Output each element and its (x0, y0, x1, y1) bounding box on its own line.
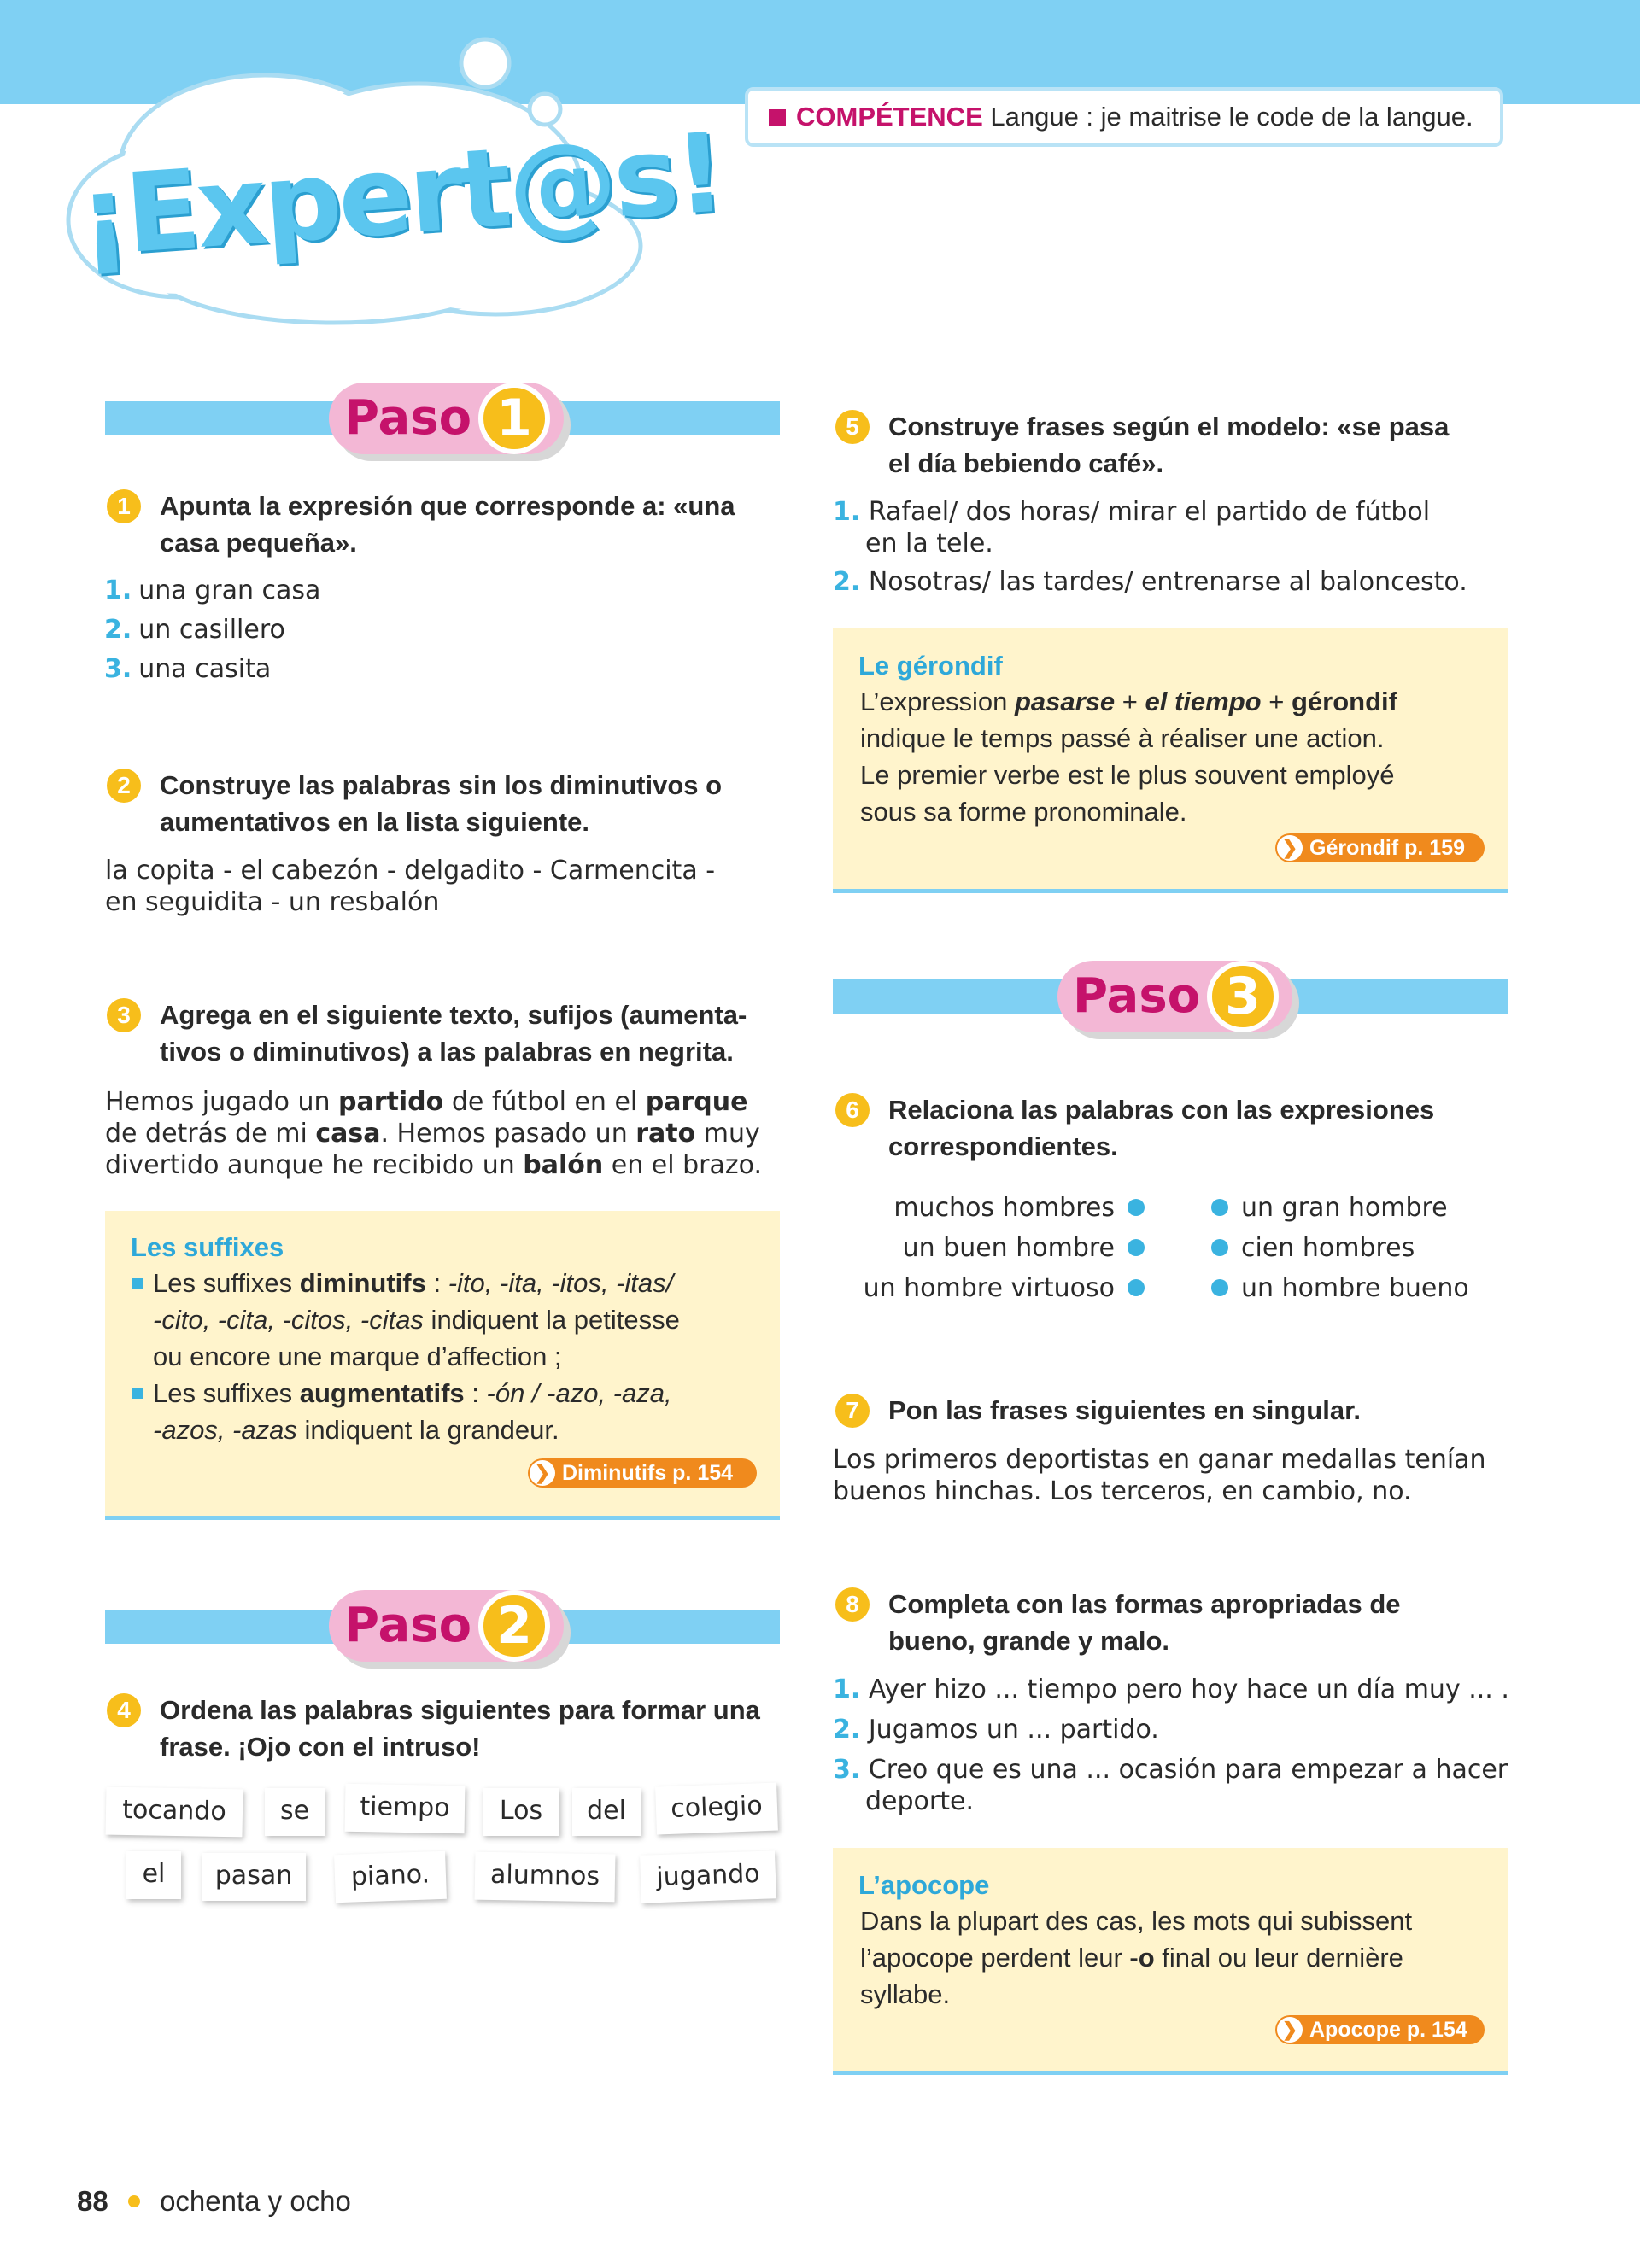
word-card[interactable]: pasan (202, 1853, 306, 1901)
list-item (104, 571, 320, 611)
page-number-words: ochenta y ocho (160, 2185, 351, 2217)
chevron-right-icon: ❯ (1277, 835, 1303, 861)
item-number: 1. (104, 576, 132, 605)
paso-1-number: 1 (478, 383, 550, 454)
exercise-2-text-line2: en seguidita - un resbalón (105, 887, 440, 917)
suffixes-body: Les suffixes diminutifs : -ito, -ita, -itos, -itas/ -cito, -cita, -citos, -citas indiquent la petitesse ou encore une marque d’affection ; Les suffixes augmentatifs : -ón / -azo, -aza, -azos, -azas indiquent la grandeur. (132, 1265, 764, 1448)
paso-2-number: 2 (478, 1590, 550, 1662)
word-card[interactable]: tocando (106, 1787, 243, 1838)
word-card[interactable]: piano. (334, 1851, 447, 1903)
chevron-right-icon: ❯ (530, 1460, 555, 1486)
apocope-body: Dans la plupart des cas, les mots qui subissent l’apocope perdent leur -o final ou leur dernière syllabe. (860, 1906, 1413, 2009)
paso-3-number: 3 (1207, 961, 1279, 1032)
gerondif-info-box (833, 628, 1508, 893)
word-card[interactable]: el (126, 1851, 181, 1899)
match-right-item: un hombre bueno (1241, 1273, 1469, 1303)
word-card[interactable]: se (265, 1788, 325, 1836)
match-left-item: muchos hombres (893, 1193, 1115, 1223)
match-dot[interactable] (1128, 1279, 1145, 1296)
exercise-2-text-line1: la copita - el cabezón - delgadito - Carmencita - (105, 856, 716, 886)
gerondif-title: Le gérondif (858, 651, 1003, 681)
word-card[interactable]: jugando (640, 1850, 776, 1903)
exercise-5-title-line1: Construye frases según el modelo: «se pasa (888, 412, 1450, 441)
paso-3-label: Paso (1073, 968, 1201, 1024)
reference-label: Apocope p. 154 (1309, 2018, 1467, 2042)
gerondif-reference-link[interactable] (1275, 833, 1485, 862)
item-number: 3. (104, 654, 132, 684)
match-left-item: un buen hombre (902, 1233, 1115, 1263)
item-text: una gran casa (138, 576, 321, 605)
exercise-6-number: 6 (835, 1093, 870, 1127)
exercise-7-number: 7 (835, 1394, 870, 1428)
list-item: 2. Nosotras/ las tardes/ entrenarse al baloncesto. (833, 567, 1467, 597)
match-left-item: un hombre virtuoso (863, 1273, 1115, 1303)
exercise-3-number: 3 (107, 998, 141, 1032)
logo-text: ¡Expert@s! (74, 109, 726, 282)
reference-label: Gérondif p. 159 (1309, 836, 1465, 860)
exercise-1-list (104, 571, 320, 689)
suffixes-info-box (105, 1211, 780, 1520)
exercise-7-title (846, 1392, 1520, 1429)
exercise-3-title-line2: tivos o diminutivos) a las palabras en negrita. (160, 1037, 734, 1067)
item-number: 2. (104, 615, 132, 645)
gerondif-body: L’expression pasarse + el tiempo + gérondif indique le temps passé à réaliser une action. Le premier verbe est le plus souvent employé sous sa forme pronominale. (860, 687, 1397, 827)
list-item-continuation: en la tele. (865, 529, 993, 558)
exercise-3-line2: de detrás de mi casa. Hemos pasado un rato muy (105, 1119, 760, 1149)
exercise-6-title-line1: Relaciona las palabras con las expresiones (888, 1095, 1435, 1125)
apocope-title: L’apocope (858, 1870, 990, 1900)
suffixes-title: Les suffixes (131, 1232, 284, 1262)
exercise-4-title-line1: Ordena las palabras siguientes para formar una (160, 1695, 760, 1725)
exercise-8-title (846, 1586, 1520, 1659)
exercise-5-number: 5 (835, 410, 870, 444)
exercise-4-title-line2: frase. ¡Ojo con el intruso! (160, 1732, 481, 1762)
item-text: una casita (138, 654, 272, 684)
exercise-5-title (846, 408, 1520, 482)
exercise-3-text (105, 1086, 788, 1181)
word-card[interactable]: Los (483, 1788, 559, 1836)
exercise-5-list (833, 496, 1516, 598)
exercise-3-line1: Hemos jugado un partido de fútbol en el parque (105, 1087, 748, 1117)
exercise-8-list (833, 1674, 1516, 1817)
exercise-1-title-line2: casa pequeña». (160, 528, 357, 558)
match-right-item: cien hombres (1241, 1233, 1415, 1263)
match-dot[interactable] (1211, 1239, 1228, 1256)
match-dot[interactable] (1128, 1239, 1145, 1256)
list-item: 3. Creo que es una ... ocasión para empezar a hacer (833, 1755, 1508, 1785)
exercise-5-title-line2: el día bebiendo café». (888, 448, 1164, 478)
exercise-1-title (117, 488, 792, 561)
word-card[interactable]: del (572, 1788, 641, 1836)
exercise-8-title-line2: bueno, grande y malo. (888, 1626, 1169, 1656)
word-card[interactable]: alumnos (475, 1852, 616, 1903)
match-dot[interactable] (1211, 1199, 1228, 1216)
list-item: 2. Jugamos un ... partido. (833, 1715, 1159, 1745)
exercise-7-text (833, 1444, 1516, 1507)
competence-text: Langue : je maitrise le code de la langue. (990, 102, 1473, 132)
item-text: un casillero (138, 615, 285, 645)
exercise-6-title (846, 1091, 1520, 1165)
exercise-8-number: 8 (835, 1587, 870, 1622)
exercise-7-title-line1: Pon las frases siguientes en singular. (888, 1395, 1362, 1425)
list-item (104, 611, 320, 650)
exercise-2-title-line1: Construye las palabras sin los diminutivos o (160, 770, 723, 800)
match-right-item: un gran hombre (1241, 1193, 1448, 1223)
diminutifs-reference-link[interactable] (528, 1458, 757, 1488)
exercise-4-title (117, 1692, 792, 1765)
exercise-2-title (117, 767, 792, 840)
exercise-2-text (105, 855, 788, 918)
list-item: 1. Ayer hizo ... tiempo pero hoy hace un día muy ... . (833, 1675, 1509, 1704)
exercise-7-text-line1: Los primeros deportistas en ganar medallas tenían (833, 1445, 1486, 1475)
square-bullet-icon (769, 109, 786, 126)
paso-2-label: Paso (344, 1598, 472, 1653)
list-item-continuation: deporte. (865, 1786, 974, 1816)
apocope-info-box (833, 1848, 1508, 2075)
exercise-2-number: 2 (107, 769, 141, 803)
word-card[interactable]: tiempo (345, 1784, 466, 1833)
bullet-icon (132, 1388, 143, 1399)
exercise-3-title (117, 997, 792, 1070)
list-item (104, 650, 320, 689)
dot-icon (128, 2195, 140, 2207)
exercise-2-title-line2: aumentativos en la lista siguiente. (160, 807, 590, 837)
bullet-icon (132, 1278, 143, 1289)
apocope-reference-link[interactable] (1275, 2015, 1485, 2044)
exercise-8-title-line1: Completa con las formas apropriadas de (888, 1589, 1401, 1619)
match-right-column (1241, 1188, 1469, 1308)
exercise-1-number: 1 (107, 489, 141, 523)
word-card[interactable]: colegio (655, 1783, 778, 1835)
page-number: 88 (77, 2185, 108, 2217)
match-left-column (833, 1188, 1115, 1308)
reference-label: Diminutifs p. 154 (562, 1461, 734, 1485)
match-dot[interactable] (1211, 1279, 1228, 1296)
competence-box (745, 87, 1503, 147)
chevron-right-icon: ❯ (1277, 2017, 1303, 2043)
exercise-6-title-line2: correspondientes. (888, 1131, 1118, 1161)
exercise-7-text-line2: buenos hinchas. Los terceros, en cambio, no. (833, 1476, 1412, 1506)
page-footer (77, 2183, 351, 2220)
list-item: 1. Rafael/ dos horas/ mirar el partido de fútbol (833, 497, 1431, 527)
exercise-3-title-line1: Agrega en el siguiente texto, sufijos (aumenta- (160, 1000, 747, 1030)
exercise-3-line3: divertido aunque he recibido un balón en el brazo. (105, 1150, 762, 1180)
paso-1-label: Paso (344, 390, 472, 446)
exercise-1-title-line1: Apunta la expresión que corresponde a: «una (160, 491, 735, 521)
exercise-4-number: 4 (107, 1693, 141, 1727)
competence-label: COMPÉTENCE (796, 102, 983, 132)
match-dot[interactable] (1128, 1199, 1145, 1216)
